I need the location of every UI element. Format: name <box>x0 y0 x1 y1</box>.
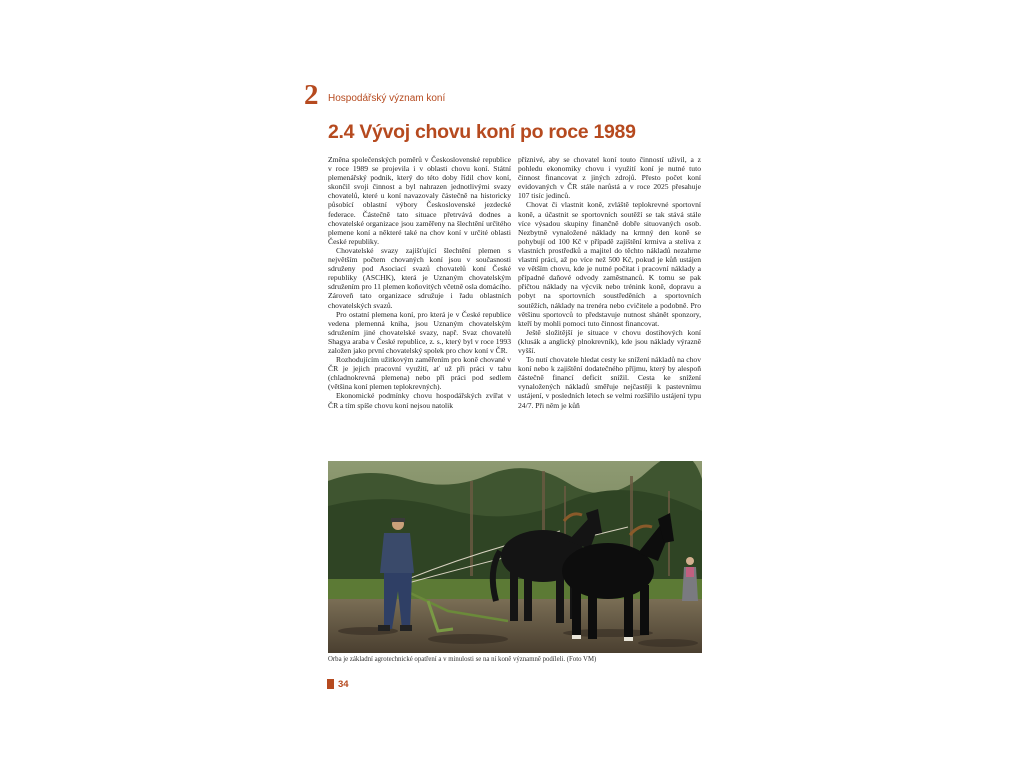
chapter-title: Hospodářský význam koní <box>328 93 446 104</box>
section-title: 2.4 Vývoj chovu koní po roce 1989 <box>328 121 636 143</box>
paragraph: Chovatelské svazy zajišťující šlechtění plemen s největším počtem chovaných koní jsou v současnosti sdruženy pod Asociací svazů chovatelů koní České republiky (ASCHK), která je Uznaným chovatelským sdružením pro 11 plemen koňovitých včetně osla domácího. Zároveň tato organizace sdružuje i řadu oblastních chovatelských svazů. <box>328 245 511 310</box>
paragraph: Pro ostatní plemena koní, pro která je v České republice vedena plemenná kniha, jsou Uznaným chovatelským sdružením jiné chovatelské svazy, např. Svaz chovatelů Shagya araba v České republice, z. s., který byl v roce 1993 založen jako první chovatelský spolek pro chov koní v ČR. <box>328 309 511 355</box>
paragraph: Ekonomické podmínky chovu hospodářských zvířat v ČR a tím spíše chovu koní nejsou natolik <box>328 391 511 410</box>
photo-illustration <box>328 461 702 653</box>
page-number: 34 <box>338 679 349 690</box>
text-column-left <box>328 155 511 410</box>
paragraph: Ještě složitější je situace v chovu dostihových koní (klusák a anglický plnokrevník), kde jsou náklady výrazně vyšší. <box>518 327 701 355</box>
paragraph: Změna společenských poměrů v Československé republice v roce 1989 se projevila i v oblasti chovu koní. Státní plemenářský podnik, který do této doby řídil chov koní, skončil svoji činnost a byl nahrazen jednotlivými svazy chovatelů, které u koní navazovaly částečně na historicky působící oblastní výbory Československé jezdecké federace. Částečně tato situace přetrvává dodnes a chovatelské organizace jsou zaměřeny na šlechtění určitého plemene koní a některé také na chov koní v určité oblasti České republiky. <box>328 155 511 246</box>
text-column-right <box>518 155 701 410</box>
photo-caption: Orba je základní agrotechnické opatření a v minulosti se na ní koně významně podíleli. (Foto VM) <box>328 656 597 663</box>
paragraph: Rozhodujícím užitkovým zaměřením pro koně chované v ČR je jejich pracovní využití, ať už při práci v tahu (chladnokrevná plemena) nebo při práci pod sedlem (většina koní plemen teplokrevných). <box>328 355 511 392</box>
chapter-number: 2 <box>304 79 319 111</box>
page-number-marker <box>327 679 334 689</box>
paragraph: To nutí chovatele hledat cesty ke snížení nákladů na chov koní nebo k zajištění dodatečného příjmu, který by alespoň částečně financí deficit snížil. Cesta ke snížení vynaložených nákladů směřuje nejčastěji k pastevnímu ustájení, v posledních letech se velmi rozšířilo ustájení typu 24/7. Při něm je kůň <box>518 355 701 410</box>
paragraph: příznivé, aby se chovatel koní touto činností uživil, a z pohledu ekonomiky chovu i využití koní je nutné tuto činnost financovat z jiných zdrojů. Přesto počet koní evidovaných v ČR stále narůstá a v roce 2025 přesahuje 107 tisíc jedinců. <box>518 155 701 201</box>
ploughing-photo <box>328 461 702 653</box>
paragraph: Chovat či vlastnit koně, zvláště teplokrevné sportovní koně, a účastnit se sportovních soutěží se tak stává stále více výsadou skupiny finančně dobře situovaných osob. Nezbytně vynaložené náklady na krmný den koně se pohybují od 100 Kč v případě zajištění krmiva a steliva z vlastních prostředků a majitel do těchto nákladů nezahrne vlastní práci, až po více než 500 Kč, pokud je kůň ustájen ve větším chovu, kde je nutné počítat i pracovní náklady a případné daňové odvody zaměstnanců. K tomu se pak přičtou náklady na výcvik nebo trénink koně, dopravu a pobyt na sportovních soustředěních a sportovních soutěžích, náklady na trenéra nebo cvičitele a podobně. Pro většinu sportovců to představuje nutnost shánět sponzory, kteří by mohli pomoci tuto činnost financovat. <box>518 200 701 328</box>
